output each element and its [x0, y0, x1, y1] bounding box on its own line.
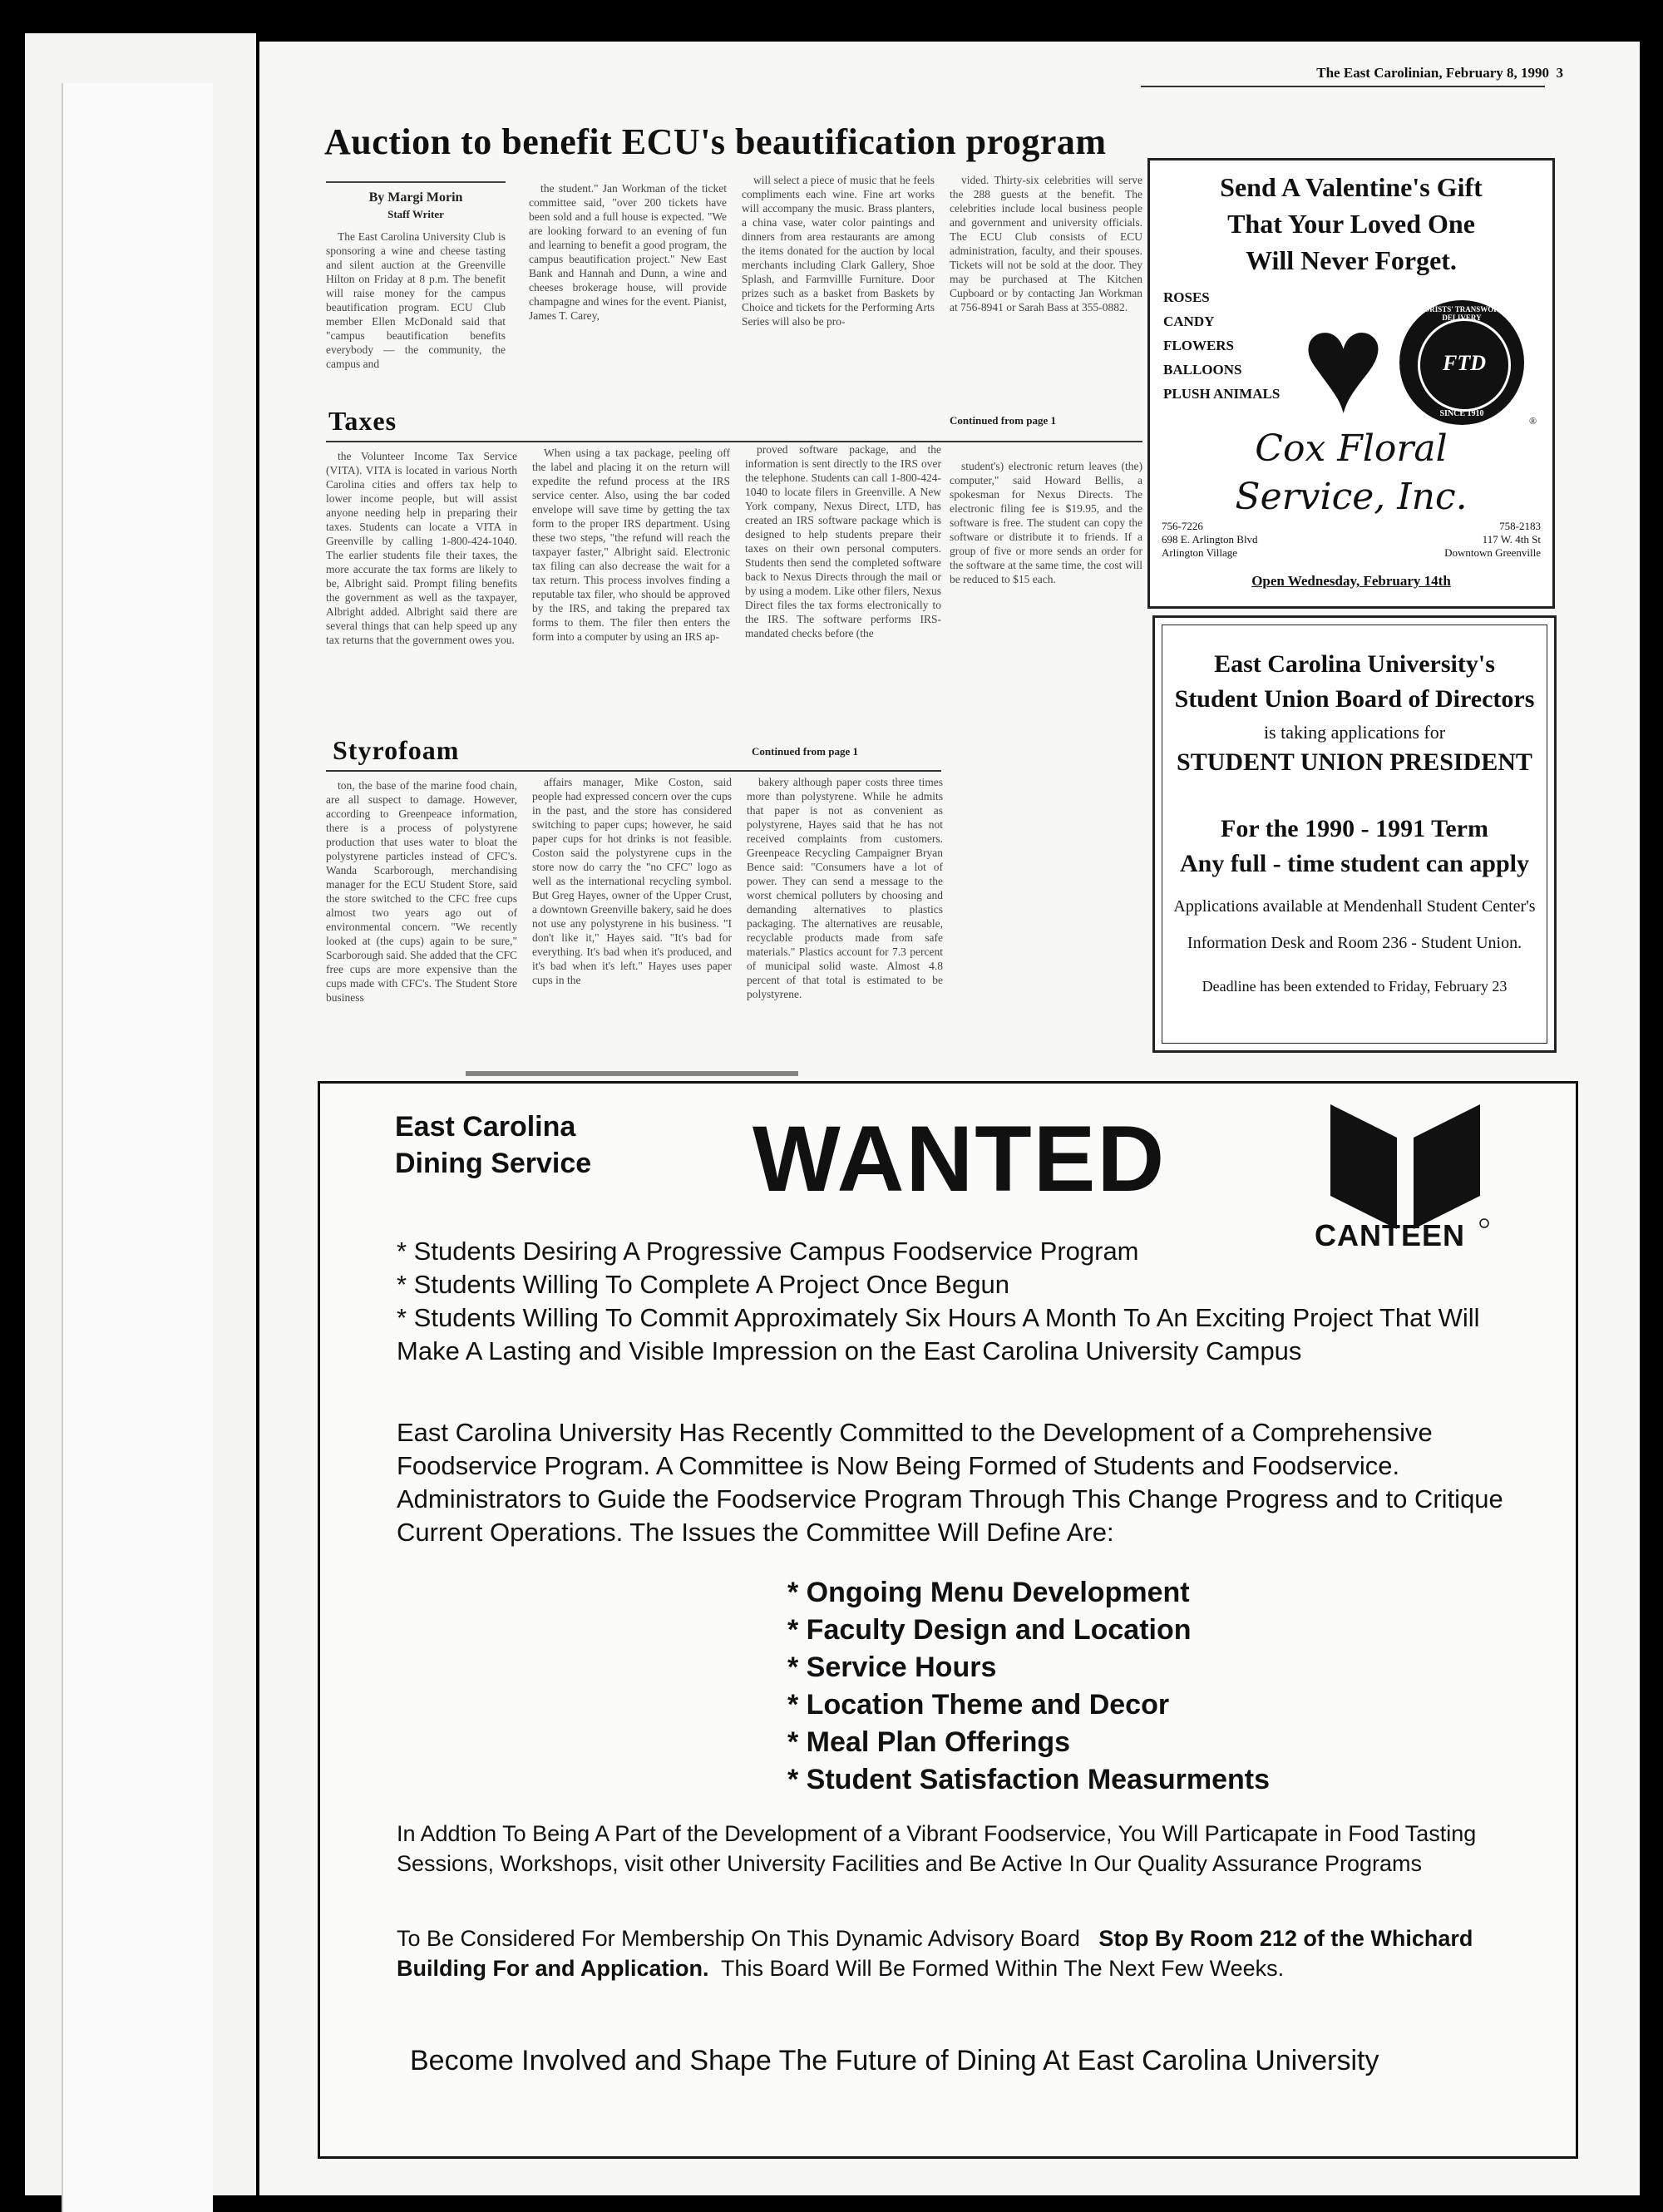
- floral-item: PLUSH ANIMALS: [1163, 386, 1281, 402]
- wanted-bullet: * Students Willing To Commit Approximately Six Hours A Month To An Exciting Project That Will Make A Lasting and Visible Impression on the East Carolina University Campus: [397, 1303, 1480, 1365]
- address-line: 758-2183: [1499, 520, 1541, 532]
- dining-service-ad: [318, 1081, 1578, 2159]
- taxes-text-1: the Volunteer Income Tax Service (VITA). VITA is located in various North Carolina cities and offers tax help to lower income people, but will assist anyone needing help in preparing their taxes. Students can locate a VITA in Greenville by calling 1-800-424-1040. The earlier students file their taxes, the more accurate the tax forms are likely to be, Albright said. Prompt filing benefits the government as well as the taxpayer, Albright added. Albright said there are several things that can help speed up any tax returns that the government owes you.: [326, 450, 517, 646]
- student-union-ad-inner: [1162, 625, 1547, 1044]
- committee-paragraph: East Carolina University Has Recently Committed to the Development of a Comprehensive Foodservice Program. A Committee is Now Being Formed of Students and Foodservice. Administrators to Guide the Foodservice Program Through This Change Progress and to Critique Current Operations. The Issues the Committee Will Define Are:: [397, 1418, 1503, 1547]
- address-line: 117 W. 4th St: [1482, 533, 1541, 546]
- business-name-line: Service, Inc.: [1235, 476, 1468, 518]
- auction-text-2: the student." Jan Workman of the ticket committee said, "over 200 tickets have been sold and a full house is expected. "We are looking forward to an evening of fun and learning to benefit a good program, the campus beautification project." New East Bank and Hannah and Dunn, a wine and cheeses brokerage house, will provide champagne and wines for the event. Pianist, James T. Carey,: [529, 182, 727, 322]
- issue-item: * Faculty Design and Location: [787, 1614, 1192, 1646]
- floral-item: BALLOONS: [1163, 362, 1242, 378]
- dept-line: Dining Service: [395, 1148, 592, 1179]
- taxes-continued: Continued from page 1: [950, 414, 1056, 427]
- su-line-5: For the 1990 - 1991 Term: [1221, 815, 1488, 842]
- student-union-ad: [1152, 615, 1557, 1053]
- masthead-text: The East Carolinian, February 8, 1990: [1316, 65, 1549, 81]
- issues-list: [787, 1574, 1270, 1799]
- wanted-bullet: * Students Desiring A Progressive Campus Foodservice Program: [397, 1237, 1139, 1266]
- auction-text-3: will select a piece of music that he feels compliments each wine. Fine art works will accompany the music. Brass planters, a china vase, water color paintings and dinners from area restaurants are among the items donated for the auction by local merchants including Clark Gallery, Shoe Splash, and Farmvillle Furniture. Door prizes such as a basket from Baskets by Choice and tickets for the Performing Arts Series will also be pro-: [742, 174, 935, 328]
- taxes-text-2: When using a tax package, peeling off the label and placing it on the return will expedite the refund process at the IRS service center. Also, using the bar coded envelope will save time by getting the tax form to the proper IRS department. Using these two steps, "the refund will reach the taxpayer faster," Albright said. Electronic tax filing can also decrease the wait for a tax return. This process involves finding a reputable tax filer, who should be approved by the IRS, and taking the prepared tax forms to them. The filer then enters the form into a computer by using an IRS ap-: [532, 447, 730, 643]
- taxes-text-4: student's) electronic return leaves (the) computer," said Howard Bellis, a spokesman for Nexus Directs. The electronic filing fee is $19.95, and the software is free. The student can copy the software or distribute it to friends. If a group of five or more sends an order for the software at the same time, the cost will be reduced to $15 each.: [950, 460, 1142, 585]
- membership-text-start: To Be Considered For Membership On This Dynamic Advisory Board: [397, 1926, 1080, 1951]
- page-number: 3: [1556, 65, 1563, 81]
- styrofoam-rule: [326, 770, 941, 772]
- wanted-bullets: [397, 1235, 1511, 1368]
- business-name: [1150, 425, 1552, 521]
- canteen-wordmark: CANTEEN: [1315, 1218, 1466, 1252]
- floral-item: FLOWERS: [1163, 338, 1235, 353]
- ftd-letters: FTD: [1443, 351, 1486, 375]
- canteen-logo-icon: [1318, 1100, 1493, 1233]
- print-smudge: [466, 1071, 798, 1076]
- floral-items: [1163, 285, 1280, 406]
- issue-item: * Ongoing Menu Development: [787, 1577, 1190, 1608]
- facing-page-strip: [25, 33, 256, 2195]
- byline-role: Staff Writer: [387, 208, 444, 220]
- ftd-emblem: [1418, 318, 1511, 412]
- taxes-heading: Taxes: [328, 406, 397, 436]
- su-line-9: Deadline has been extended to Friday, February 23: [1202, 978, 1508, 995]
- styrofoam-text-1: ton, the base of the marine food chain, are all suspect to damage. However, according to Greenpeace information, there is a process of polystyrene production that uses water to bloat the polystyrene particles instead of CFC's. Wanda Scarborough, merchandising manager for the ECU Student Store, said the store switched to the CFC free cups almost two years ago out of environmental concern. "We recently looked at (the cups) again to be sure," Scarborough said. She added that the CFC free cups are more expensive than the cups made with CFC's. The Student Store business: [326, 779, 517, 1004]
- byline-name: By Margi Morin: [368, 190, 463, 205]
- left-address: [1162, 520, 1258, 560]
- business-name-line: Cox Floral: [1255, 427, 1448, 470]
- address-line: Downtown Greenville: [1444, 546, 1541, 559]
- taxes-rule: [326, 441, 1142, 442]
- auction-text-4: vided. Thirty-six celebrities will serve the 288 guests at the benefit. The celebrities include local business people and government and university officials. The ECU Club consists of ECU administration, faculty, and their spouses. Tickets will not be sold at the door. They may be purchased at The Kitchen Cupboard or by contacting Jan Workman at 756-8941 or Sarah Bass at 355-0882.: [950, 174, 1142, 314]
- address-line: 698 E. Arlington Blvd: [1162, 533, 1258, 546]
- issue-item: * Service Hours: [787, 1652, 997, 1683]
- issue-item: * Meal Plan Offerings: [787, 1726, 1071, 1758]
- address-line: Arlington Village: [1162, 546, 1238, 559]
- su-line-8: Information Desk and Room 236 - Student Union.: [1187, 934, 1522, 952]
- styrofoam-column-2: [532, 775, 732, 1069]
- cox-floral-ad: [1147, 158, 1555, 609]
- floral-item: ROSES: [1163, 289, 1210, 305]
- styrofoam-column-1: [326, 778, 517, 1069]
- right-address: [1444, 520, 1541, 560]
- closing-line: Become Involved and Shape The Future of Dining At East Carolina University: [410, 2045, 1379, 2076]
- taxes-text-3: proved software package, and the information is sent directly to the IRS over the telephone. Students can call 1-800-424-1040 to locate filers in Greenville. A New York company, Nexus Direct, LTD, has created an IRS software package which is designed to help students prepare their taxes on their own personal computers. Students then send the completed software back to Nexus Directs through the mail or by using a modem. Like other filers, Nexus Direct files the tax forms electronically to the IRS. The software performs IRS-mandated checks before (the: [745, 443, 941, 639]
- auction-column-4: [950, 173, 1142, 406]
- floral-title: [1150, 169, 1552, 279]
- membership-paragraph: [397, 1923, 1519, 1983]
- floral-item: CANDY: [1163, 314, 1215, 329]
- facing-page-margin: [62, 83, 213, 2212]
- floral-title-line: Will Never Forget.: [1246, 245, 1457, 275]
- styrofoam-text-3: bakery although paper costs three times more than polystyrene. While he admits that paper is not as convenient as polystyrene, Hayes said that he has not received complaints from customers. Greenpeace Recycling Campaigner Bryan Bence said: "Consumers have a lot of power. They can send a message to the worst chemical polluters by choosing and demanding alternatives to plastics packaging. The alternatives are reusable, recyclable products made from safe materials." Plastics account for 7.3 percent of municipal solid waste. Almost 4.8 percent of that total is estimated to be polystyrene.: [747, 776, 943, 1000]
- dining-dept: [395, 1108, 591, 1182]
- open-note: Open Wednesday, February 14th: [1251, 573, 1451, 589]
- su-line-1: East Carolina University's: [1214, 650, 1495, 678]
- participation-paragraph: In Addtion To Being A Part of the Development of a Vibrant Foodservice, You Will Particapate in Food Tasting Sessions, Workshops, visit other University Facilities and Be Active In Our Quality Assurance Programs: [397, 1821, 1477, 1876]
- auction-text-1: The East Carolina University Club is sponsoring a wine and cheese tasting and silent auction at the Greenville Hilton on Friday at 8 p.m. The benefit will raise money for the campus beautification program. ECU Club member Ellen McDonald said that "campus beautification benefits everybody — the community, the campus and: [326, 230, 506, 370]
- byline: [326, 181, 506, 223]
- ftd-ring-text: FLORISTS' TRANSWORLD DELIVERY: [1414, 305, 1510, 322]
- floral-title-line: That Your Loved One: [1227, 209, 1475, 239]
- styrofoam-column-3: [747, 775, 943, 1069]
- registered-mark-icon: ®: [1529, 415, 1537, 427]
- su-line-2: Student Union Board of Directors: [1174, 685, 1535, 713]
- taxes-column-4: [950, 459, 1142, 617]
- auction-column-3: [742, 173, 935, 406]
- wanted-bullet: * Students Willing To Complete A Project Once Begun: [397, 1270, 1009, 1299]
- su-line-7: Applications available at Mendenhall Student Center's: [1173, 897, 1536, 916]
- heart-icon: ♥: [1301, 286, 1385, 442]
- su-line-3: is taking applications for: [1263, 722, 1446, 743]
- auction-headline: Auction to benefit ECU's beautification program: [324, 121, 1107, 162]
- membership-location: Stop By Room 212 of the Whichard Building For and Application.: [397, 1926, 1473, 1981]
- dept-line: East Carolina: [395, 1111, 576, 1143]
- masthead-rule: [1141, 86, 1545, 87]
- styrofoam-continued: Continued from page 1: [752, 745, 858, 758]
- membership-text-end: This Board Will Be Formed Within The Next Few Weeks.: [720, 1956, 1285, 1981]
- styrofoam-text-2: affairs manager, Mike Coston, said people had expressed concern over the cups in the past, and the store has considered switching to paper cups; however, he said paper cups for hot drinks is not feasible. Coston said the polystyrene cups in the store now do carry the "no CFC" logo as well as the international recycling symbol. But Greg Hayes, owner of the Upper Crust, a downtown Greenville bakery, said he does not use any polystyrene in his business. "I don't like it," Hayes said. "It's bad for everything. It's bad when it's produced, and it's bad when it's left." Hayes uses paper cups in the: [532, 776, 732, 986]
- masthead: [1316, 65, 1563, 81]
- taxes-column-2: [532, 446, 730, 730]
- issue-item: * Student Satisfaction Measurments: [787, 1764, 1271, 1795]
- taxes-column-3: [745, 442, 941, 723]
- auction-column-1: [326, 181, 506, 406]
- su-line-6: Any full - time student can apply: [1179, 850, 1530, 877]
- styrofoam-heading: Styrofoam: [333, 735, 460, 765]
- su-line-4: STUDENT UNION PRESIDENT: [1177, 748, 1532, 776]
- taxes-column-1: [326, 449, 517, 730]
- issue-item: * Location Theme and Decor: [787, 1689, 1170, 1721]
- address-line: 756-7226: [1162, 520, 1203, 532]
- ftd-since: SINCE 1910: [1439, 409, 1484, 418]
- auction-column-2: [529, 181, 727, 406]
- ftd-logo: [1399, 300, 1524, 425]
- floral-title-line: Send A Valentine's Gift: [1220, 172, 1483, 202]
- wanted-title: WANTED: [753, 1107, 1167, 1211]
